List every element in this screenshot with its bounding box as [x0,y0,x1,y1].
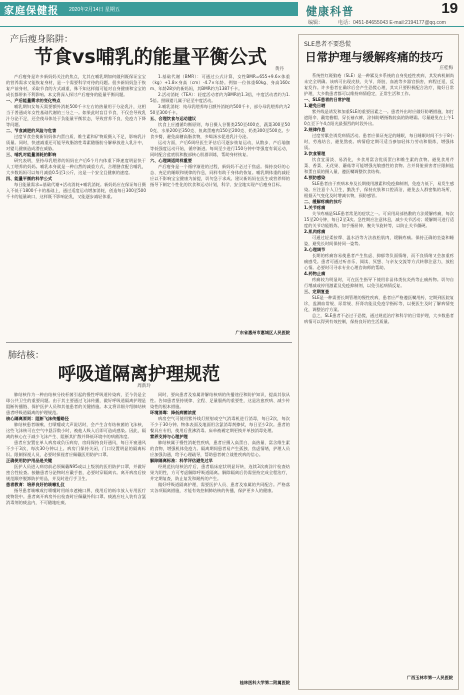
paragraph: 做好呼吸道隔离护理，需要医护人员、患者及家属的共同配合。严格落实各项隔离措施，才能有效控制肺结核的传播，保护更多人的健康。 [150,482,290,493]
article1-headline: 节食vs哺乳的能量平衡公式 [34,46,267,68]
paragraph: 2.活动消耗（TEA）：轻度活动者约为BMR的1.3倍，中度活动者约为1.5倍。照顾婴儿属于轻至中度活动。 [150,92,290,103]
header-right [298,0,464,18]
section-heading: 1.避免日晒 [304,103,326,108]
article1-source: 广东省惠州市惠城区人民医院 [235,330,290,335]
paragraph: SLE是一种需要长期管理的慢性疾病，患者应严格遵医嘱用药，定期到医院复诊，监测血常规、尿常规、肝肾功能及免疫学指标等，以便医生及时了解病情变化，调整治疗方案。 [304,295,454,312]
issue-date: 2020年2月14日 星期五 [69,6,120,13]
paragraph: 经规范抗结核治疗后，患者临床症状明显好转，连续3次痰涂片检查结果为阴性，方可考虑解除呼吸道隔离。解除隔离后仍需坚持完成全程治疗，并定期复查，防止复发和耐药的产生。 [150,464,290,481]
section-heading: 五、合理饮食与运动建议 [150,116,197,121]
section-heading: 4.药物止痛 [304,271,326,276]
paragraph: 饮食上应遵循均衡原则，每日摄入谷薯类250至400克、蔬菜300至500克、水果200至350克、鱼禽蛋瘦肉150至200克、奶类300至500克。少食多餐，避免高糖高脂食物，多喝汤水促进乳汁分泌。 [150,122,290,139]
paragraph: SLE患者由于疾病本身及长期使用激素和免疫抑制剂，免疫力低下，易发生感染。应注意个人卫生，勤洗手，保持皮肤和口腔清洁，避免去人群密集的场所，根据天气变化及时增减衣物，预防感冒。 [304,181,454,198]
section-heading: 三、定期复查 [304,289,330,294]
page-header [0,0,464,18]
article-tuberculosis [4,346,292,692]
paragraph: 肺结核属于慢性消耗性疾病，患者应摄入高蛋白、高热量、富含维生素的食物，增强机体免疫力。隔离期间患者易产生孤独、焦虑情绪，护理人员应加强沟通，给予心理疏导，帮助患者树立战胜疾病的信心。 [150,440,290,457]
paragraph: 运动方面，产后6周经医生评估后可逐步恢复运动，从散步、产后瑜伽等低强度运动开始，循序渐进。每周至少进行150分钟中等强度有氧运动，同时配合盆底肌和腹部核心肌群训练，帮助身材恢复。 [150,140,290,157]
section-heading: 一、产后能量需求的变化特点 [6,98,61,103]
section-heading: 核心隔离原则：阻断飞沫传播路径 [6,416,69,421]
section-heading: 二、节食减肥的风险与危害 [6,128,57,133]
section-title-right: 健康科普 [306,5,354,18]
section-heading: 正确使用防护用品是关键 [6,458,53,463]
header-rule [0,26,464,27]
header-left [4,2,120,16]
article-divider [6,342,292,343]
paragraph: 饮食宜清淡、易消化，多食用富含优质蛋白和维生素的食物。避免食用芹菜、香菜、无花果、蘑菇等可能增强光敏感性的食物。合并肾脏损害者应限制盐和蛋白质的摄入量，遵医嘱调整饮食结构。 [304,157,454,174]
paragraph: 医护人员进入病房前必须佩戴N95或以上级别的医用防护口罩，并做好密合性检查。接触患者分泌物时应戴手套，必要时穿隔离衣。离开病房后按规范顺序脱卸防护用品，并及时进行手卫生。 [6,464,146,481]
article2-body [6,392,290,680]
paragraph: 过度节食会使新妈妈体内蛋白质、维生素和矿物质摄入不足，影响乳汁质量。同时，快速减重还可能导致脂溶性毒素随脂肪分解释放进入乳汁中，对婴儿健康造成潜在威胁。 [6,134,146,151]
article1-kicker: 产后瘦身陷阱： [10,35,74,45]
paragraph: 哺乳期妇女每天需要额外消耗500千卡左右的热量用于分泌乳汁，这相当于普通成年女性基础代谢的三分之一。如果此时盲目节食，不仅会导致乳汁分泌不足，还会使母体处于负能量平衡状态，导致营养不良、免疫力下降等问题。 [6,104,146,127]
paragraph: 总之，SLE患者不必过于恐慌，通过规范治疗和科学的日常护理，大多数患者病情可以得到有效控制，保持良好的生活质量。 [304,313,454,324]
paragraph: 指导患者咳嗽或打喷嚏时用纸巾遮掩口鼻，使用后的纸巾放入专用医疗废物袋中。患者离开病房外出检查时应佩戴外科口罩。痰液应吐入装有含氯消毒剂的痰盒内，不可随地吐痰。 [6,488,146,505]
paragraph: 系统性红斑狼疮（SLE）是一种累及多系统的自身免疫性疾病，其发病机制尚未完全明确。该病可出现皮肤、关节、肾脏、血液等多器官损害，病程迁延，反复发作。许多患者在确诊后会产生恐慌心理，其实只要积极配合治疗，做好日常护理，大多数患者都可以维持病情稳定，正常生活和工作。 [304,73,454,96]
article2-source: 桂林医科大学第二附属医院 [239,680,290,685]
section-heading: 解除隔离标准：科学评估避免过早 [150,458,213,463]
section-heading: 3.心理调节 [304,247,326,252]
article1-body [6,74,290,330]
paragraph: 产后瘦身是一个循序渐进的过程，新妈妈不必过于焦虑。保持良好的心态、充足的睡眠和规律的作息，同样有助于身体的恢复。哺乳期体重的减轻应以不影响宝宝健康为前提，切勿急于求成。建议新妈妈在医生或营养师的指导下制定个性化的饮食和运动计划，科学、安全地实现产后瘦身目标。 [150,164,290,187]
paragraph: 可通过轻柔按摩、温水浴等方法放松肌肉，缓解疼痛。保持正确的坐姿和睡姿，避免长时间保持同一姿势。 [304,235,454,246]
article2-column-1 [6,392,146,680]
paragraph: 病房空气可使用紫外线灯照射或空气消毒机进行消毒，每日2次，每次不少于30分钟。物体表面及地面用含氯消毒剂擦拭，每日至少2次。患者的餐具应专用，使用后煮沸消毒。床单被褥定期更换并单独消毒处理。 [150,416,290,433]
article2-author: 周新玲 [137,384,151,389]
contact-info: 电话：0451-84655043 E-mail:2194177@qq.com [338,20,446,26]
paragraph: 疼痛较为明显时，可在医生指导下使用非甾体类抗炎药等止痛药物。切勿自行增减或停用激素及免疫抑制剂，以免引起病情反复。 [304,277,454,288]
article2-column-2 [150,392,290,680]
paragraph: 同时，要向患者及家属讲解结核病的传播途径和防护知识，提高其依从性。告知患者坚持规律、全程、足量服药的重要性，这是治愈疾病、减少传染性的根本措施。 [150,392,290,409]
section-heading: 营养支持与心理护理 [150,434,188,439]
paragraph: 产后瘦身是许多新妈妈关注的焦点，尤其在哺乳期如何做到既保证宝宝的营养需求又能恢复身材，是一个需要科学对待的问题。很多新妈妈急于恢复产前身材，采取节食的方式减重，殊不知这样做可能对自身健康和宝宝的成长都带来不利影响。本文将深入探讨产后瘦身的能量平衡问题。 [6,74,146,97]
section-title-left: 家庭保健报 [4,5,59,17]
article-postpartum [4,30,292,340]
article-sle [298,34,459,690]
section-heading: 患者教育：培养良好的咳嗽礼仪 [6,482,65,487]
article1-author: 黄丹 [275,67,284,72]
section-heading: 六、心理调适同样重要 [150,158,192,163]
article3-kicker: SLE患者不要恐慌 [304,41,351,48]
paragraph: 研究表明，坚持母乳喂养的妈妈在产后6个月内体重下降速度明显快于人工喂养的妈妈。哺乳本身就是一种自然的减重方式，合理膳食配合哺乳，大多数妈妈可以每月减重0.5至1公斤，这是一个安全且健康的速度。 [6,158,146,175]
page-number: 19 [441,0,458,17]
editor-label: 编辑： [308,20,324,26]
article2-kicker: 肺结核： [8,351,45,361]
paragraph: 1.基础代谢（BMR）：可通过公式计算，女性BMR=655+9.6×体重（kg）+1.8×身高（cm）-4.7×年龄。例如一位体重60kg、身高160cm、年龄28岁的新妈妈，其BMR约为1387千卡。 [150,74,290,91]
paragraph: 3.哺乳消耗：纯母乳喂养每日额外消耗约500千卡，部分母乳喂养约为250至300千卡。 [150,104,290,115]
paragraph: 紫外线是诱发和加重SLE的重要因素之一。患者外出时应做好防晒措施，如打遮阳伞、戴宽檐帽、穿长袖衣裤，涂抹防晒指数较高的防晒霜。尽量避免在上午10点至下午4点阳光最强烈的时段外出。 [304,109,454,126]
paragraph: 肺结核患者咳嗽、打喷嚏或大声说话时，会产生含有结核菌的飞沫核，这些飞沫核可在空气中悬浮数小时，被他人吸入后即可造成感染。因此，隔离的核心在于减少飞沫产生、阻断其扩散并降低环境中的病菌浓度。 [6,422,146,439]
paragraph: 肺结核作为一种由结核分枝杆菌引起的慢性呼吸道传染病，至今仍是全球公共卫生的重要问题。由于其主要通过飞沫传播，做好呼吸道隔离护理是阻断传播链、保护医护人员和其他患者的关键措施。本文将详细介绍肺结核患者呼吸道隔离的护理规范。 [6,392,146,415]
section-heading: 二、缓解疼痛的技巧 [304,199,342,204]
section-heading: 2.规律作息 [304,127,326,132]
article3-author: 庄桂梅 [439,66,453,71]
section-heading: 4.预防感染 [304,175,326,180]
paragraph: 过度劳累会诱发病情活动。患者应保证充足的睡眠，每日睡眠时间不少于8小时，劳逸结合，避免熬夜。病情稳定期可适当参加轻体力劳动和锻炼，增强体质。 [304,133,454,150]
section-heading: 三、哺乳对能量消耗的影响 [6,152,57,157]
paragraph: 每日能量需求=基础代谢+活动消耗+哺乳消耗。新妈妈应在保证每日摄入不低于1800千卡的基础上，通过适度运动增加消耗，创造每日300至500千卡的能量缺口，这样既不影响泌乳，又能逐步减轻体重。 [6,182,146,199]
section-heading: 3.饮食管理 [304,151,326,156]
article3-headline: 日常护理与缓解疼痛的技巧 [305,50,443,64]
article3-body [304,73,454,673]
section-heading: 四、能量平衡的科学公式 [6,176,53,181]
section-heading: 环境消毒：降低病菌浓度 [150,410,197,415]
section-heading: 2.肌肉疼痛 [304,229,326,234]
article1-column-1 [6,74,146,330]
paragraph: 患者应安置在单人病房或负压病房，房间保持良好通风，每日开窗通风不少于3次，每次30分钟以上。病房门保持关闭，门口设置明显的隔离标识。限制探视人员，必要时探视者应佩戴医用防护口罩。 [6,440,146,457]
article2-headline: 呼吸道隔离护理规范 [58,364,220,385]
header-subline [0,18,464,26]
paragraph: 长期的疼痛容易使患者产生焦虑、抑郁等负面情绪，而不良情绪又会加重疼痛感受。患者可通过听音乐、阅读、冥想、与亲友交流等方式转移注意力，放松心情。必要时可寻求专业心理咨询师的帮助。 [304,253,454,270]
section-heading: 一、SLE患者的日常护理 [304,97,351,102]
article1-column-2 [150,74,290,330]
paragraph: 关节疼痛是SLE患者常见的症状之一。可采用局部热敷的方法缓解疼痛，每次15至20分钟，每日2至3次。急性期应注意休息，减少关节活动；缓解期可进行适度的关节功能锻炼，如手指屈伸、腕关节旋转等，以防止关节僵硬。 [304,211,454,228]
section-heading: 1.关节疼痛 [304,205,326,210]
article3-source: 广西玉林市第一人民医院 [406,675,453,680]
